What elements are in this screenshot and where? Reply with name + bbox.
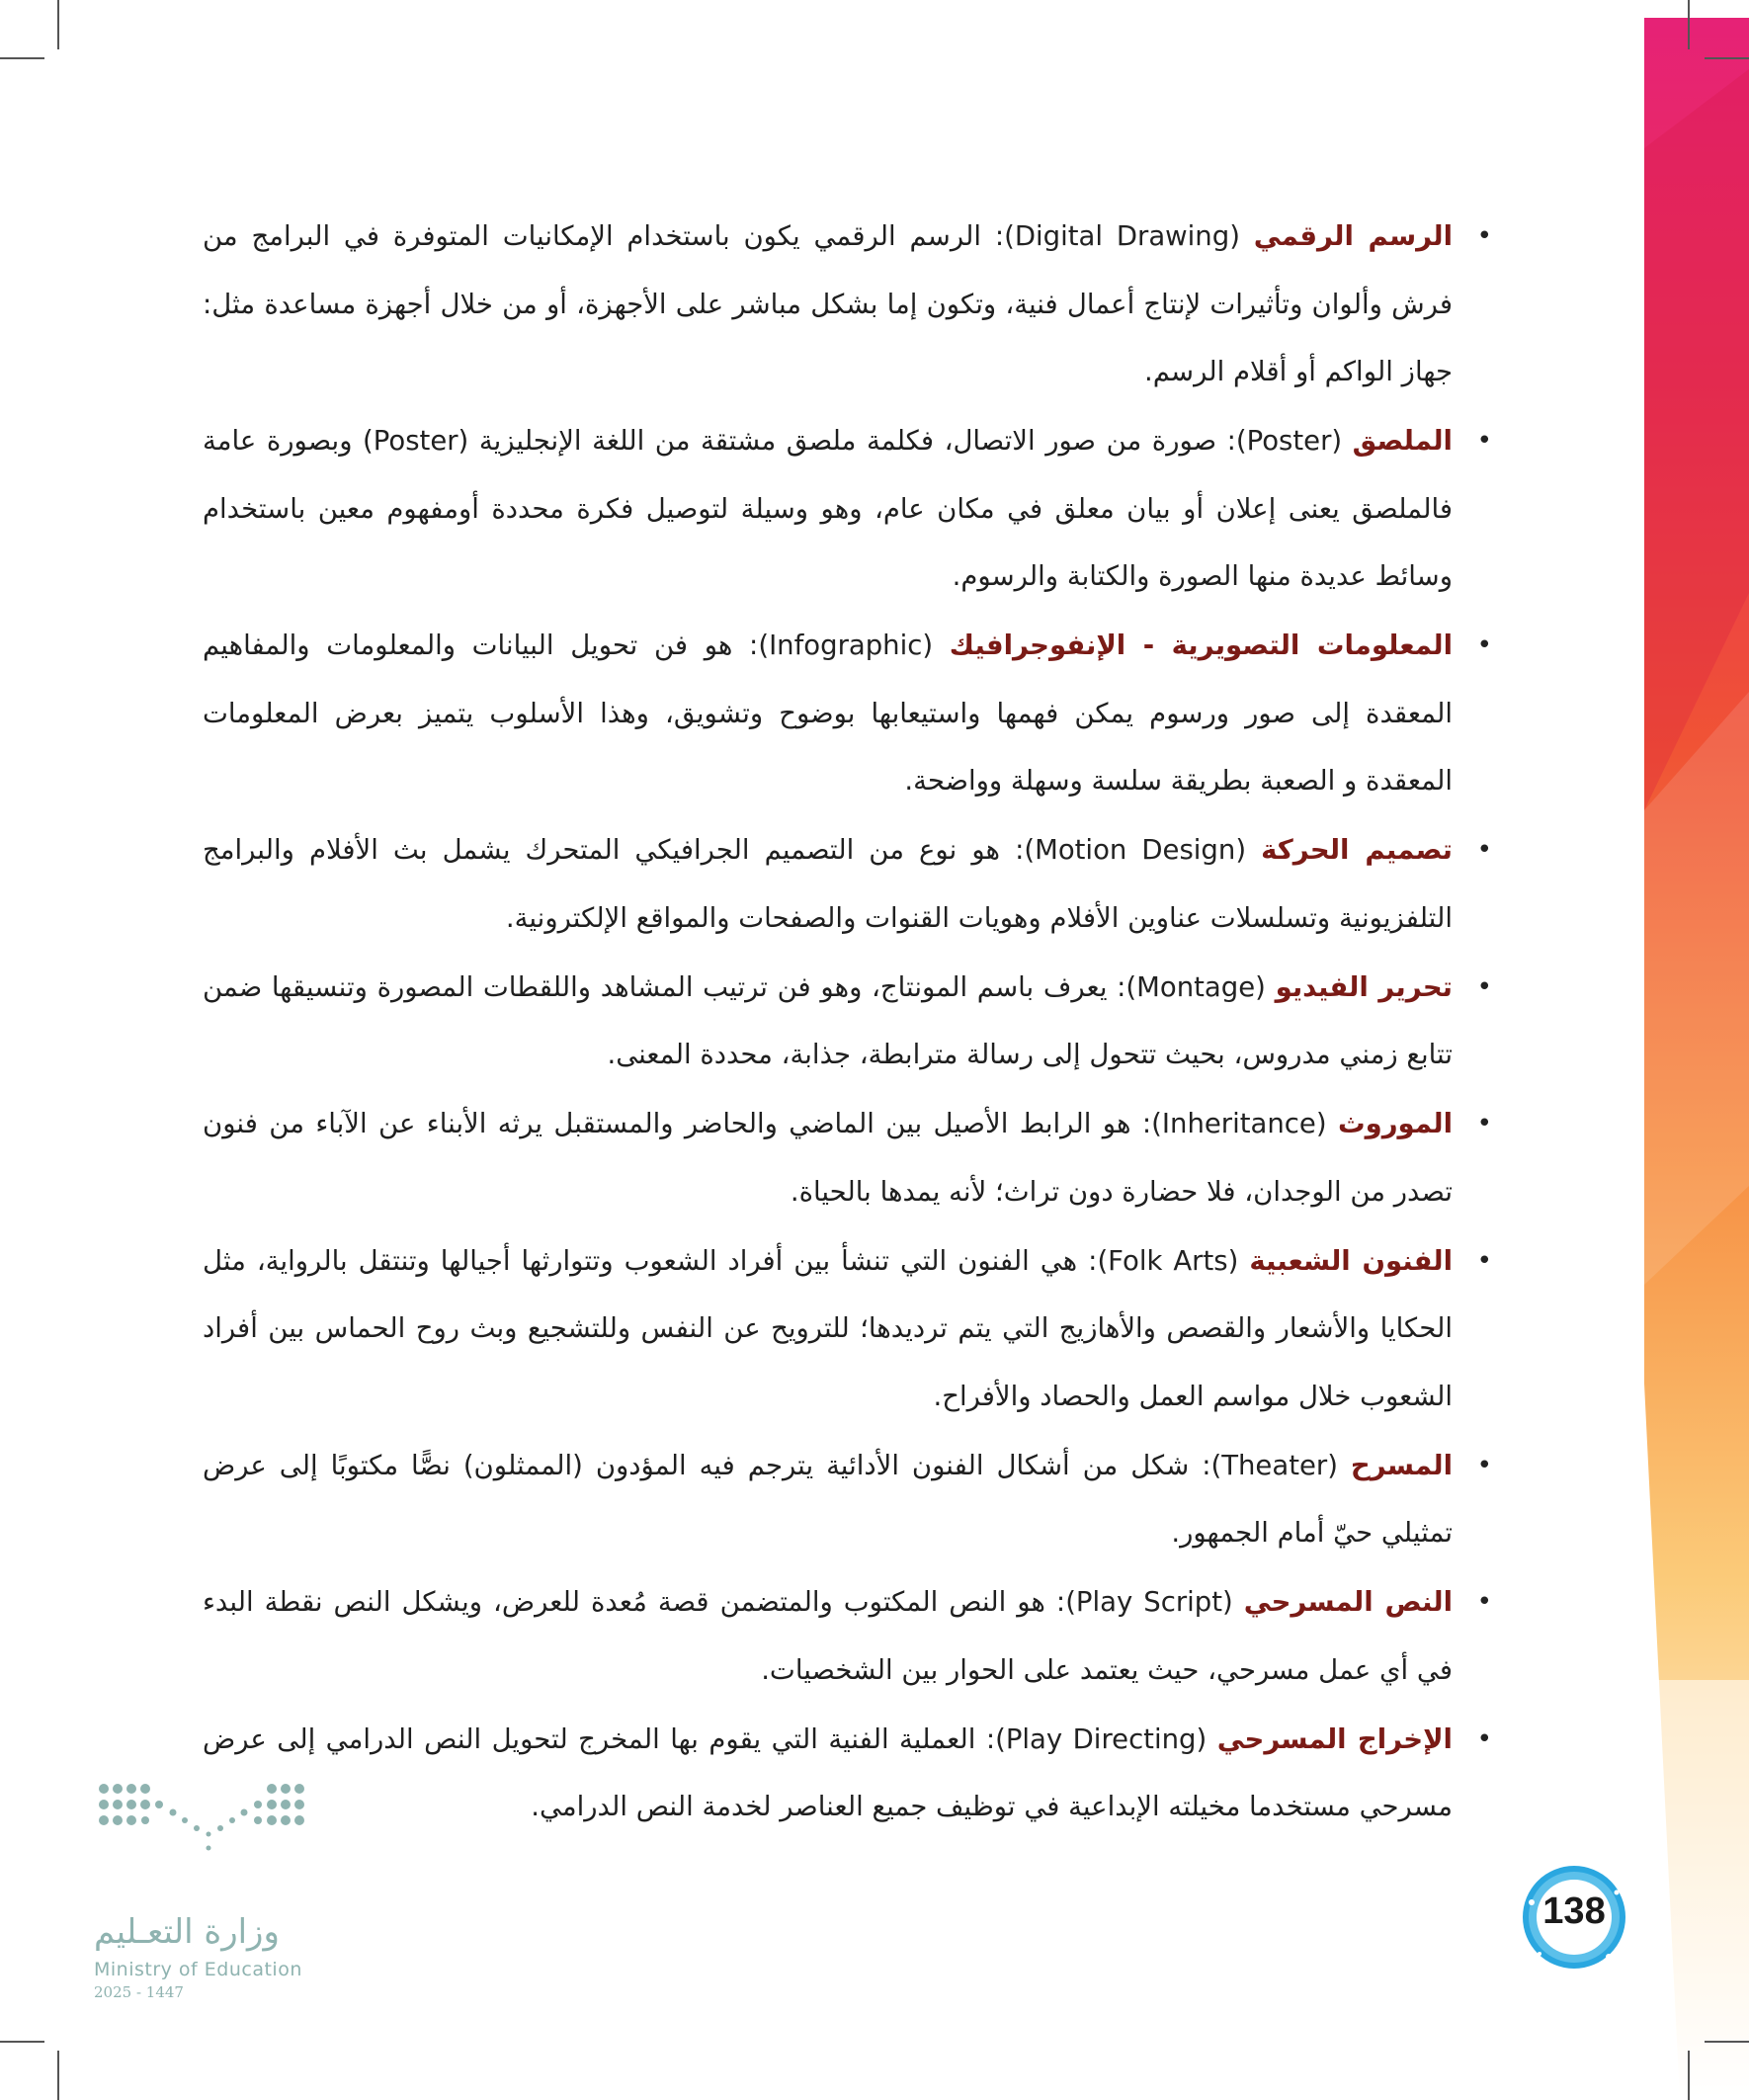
crop-mark — [57, 2051, 59, 2100]
crop-mark — [57, 0, 59, 49]
crop-mark — [1705, 57, 1749, 59]
glossary-entry: • الموروث (Inheritance): هو الرابط الأصيل بين الماضي والحاضر والمستقبل يرثه الأبناء عن الآباء من فنون تصدر من الوجدان، فلا حضارة دون تراث؛ لأنه يمدها بالحياة. — [203, 1090, 1492, 1225]
entry-english-term: (Digital Drawing) — [1004, 220, 1240, 252]
ministry-year: 2025 - 1447 — [94, 1983, 184, 2001]
crop-mark — [1705, 2041, 1749, 2043]
entry-term: الرسم الرقمي — [1253, 220, 1454, 252]
entry-english-term: (Poster) — [1235, 425, 1343, 457]
entry-term: تصميم الحركة — [1261, 834, 1453, 866]
glossary-entry: • الفنون الشعبية (Folk Arts): هي الفنون التي تنشأ بين أفراد الشعوب وتتوارثها أجيالها وتنتقل بالرواية، مثل الحكايا والأشعار والقصص والأهازيج التي يتم ترديدها؛ للترويح عن النفس وللتشجيع وبث روح الحماس بين أفراد الشعوب خلال مواسم العمل والحصاد والأفراح. — [203, 1227, 1492, 1431]
entry-definition: يعرف باسم المونتاج، وهو فن ترتيب المشاهد واللقطات المصورة وتنسيقها ضمن تتابع زمني مدروس، بحيث تتحول إلى رسالة مترابطة، جذابة، محددة المعنى. — [203, 970, 1453, 1070]
bullet-icon: • — [1476, 426, 1492, 456]
entry-english-term: (Play Directing) — [995, 1722, 1208, 1755]
crop-mark — [0, 57, 44, 59]
entry-definition: هي الفنون التي تنشأ بين أفراد الشعوب وتتوارثها أجيالها وتنتقل بالرواية، مثل الحكايا والأشعار والقصص والأهازيج التي يتم ترديدها؛ للترويح عن النفس وللتشجيع وبث روح الحماس بين أفراد الشعوب خلال مواسم العمل والحصاد والأفراح. — [203, 1244, 1453, 1412]
ministry-logo-dots-icon — [94, 1779, 311, 1897]
bullet-icon: • — [1476, 1109, 1492, 1138]
ministry-name-english: Ministry of Education — [94, 1959, 302, 1980]
crop-mark — [0, 2041, 44, 2043]
entry-term: المعلومات التصويرية - الإنفوجرافيك — [949, 630, 1453, 661]
entry-english-term: (Montage) — [1125, 970, 1266, 1003]
bullet-icon: • — [1476, 221, 1492, 251]
entry-english-term: (Inheritance) — [1151, 1108, 1327, 1139]
glossary-entry: • المسرح (Theater): شكل من أشكال الفنون الأدائية يترجم فيه المؤدون (الممثلون) نصًّا مكتوبًا إلى عرض تمثيلي حيّ أمام الجمهور. — [203, 1432, 1492, 1567]
entry-definition: هو فن تحويل البيانات والمعلومات والمفاهيم المعقدة إلى صور ورسوم يمكن فهمها واستيعابها بوضوح وتشويق، وهذا الأسلوب يتميز بعرض المعلومات المعقدة و الصعبة بطريقة سلسة وسهلة وواضحة. — [203, 630, 1453, 797]
glossary-entry: • المعلومات التصويرية - الإنفوجرافيك (Infographic): هو فن تحويل البيانات والمعلومات والمفاهيم المعقدة إلى صور ورسوم يمكن فهمها واستيعابها بوضوح وتشويق، وهذا الأسلوب يتميز بعرض المعلومات المعقدة و الصعبة بطريقة سلسة وسهلة وواضحة. — [203, 612, 1492, 815]
crop-mark — [1688, 2051, 1690, 2100]
entry-definition: صورة من صور الاتصال، فكلمة ملصق مشتقة من اللغة الإنجليزية (Poster) وبصورة عامة فالملصق يعنى إعلان أو بيان معلق في مكان عام، وهو وسيلة لتوصيل فكرة محددة أومفهوم معين باستخدام وسائط عديدة منها الصورة والكتابة والرسوم. — [203, 425, 1453, 592]
glossary-entry: • تصميم الحركة (Motion Design): هو نوع من التصميم الجرافيكي المتحرك يشمل بث الأفلام والبرامج التلفزيونية وتسلسلات عناوين الأفلام وهويات القنوات والصفحات والمواقع الإلكترونية. — [203, 816, 1492, 952]
ministry-name-arabic: وزارة التعـليم — [94, 1912, 280, 1952]
entry-definition: شكل من أشكال الفنون الأدائية يترجم فيه المؤدون (الممثلون) نصًّا مكتوبًا إلى عرض تمثيلي حيّ أمام الجمهور. — [203, 1449, 1453, 1549]
bullet-icon: • — [1476, 1245, 1492, 1276]
glossary-list — [203, 203, 1492, 1842]
glossary-entry: • تحرير الفيديو (Montage): يعرف باسم المونتاج، وهو فن ترتيب المشاهد واللقطات المصورة وتنسيقها ضمن تتابع زمني مدروس، بحيث تتحول إلى رسالة مترابطة، جذابة، محددة المعنى. — [203, 954, 1492, 1089]
entry-definition: العملية الفنية التي يقوم بها المخرج لتحويل النص الدرامي إلى عرض مسرحي مستخدما مخيلته الإبداعية في توظيف جميع العناصر لخدمة النص الدرامي. — [203, 1722, 1453, 1822]
entry-english-term: (Folk Arts) — [1097, 1244, 1239, 1277]
bullet-icon: • — [1476, 835, 1492, 865]
entry-english-term: (Play Script) — [1065, 1586, 1233, 1618]
bullet-icon: • — [1476, 1723, 1492, 1754]
entry-term: المسرح — [1350, 1449, 1453, 1481]
entry-english-term: (Theater) — [1210, 1449, 1338, 1481]
entry-definition: هو الرابط الأصيل بين الماضي والحاضر والمستقبل يرثه الأبناء عن الآباء من فنون تصدر من الوجدان، فلا حضارة دون تراث؛ لأنه يمدها بالحياة. — [203, 1108, 1453, 1208]
entry-term: الفنون الشعبية — [1249, 1244, 1453, 1277]
glossary-entry: • الرسم الرقمي (Digital Drawing): الرسم الرقمي يكون باستخدام الإمكانيات المتوفرة في البرامج من فرش وألوان وتأثيرات لإنتاج أعمال فنية، وتكون إما بشكل مباشر على الأجهزة، أو من خلال أجهزة مساعدة مثل: جهاز الواكم أو أقلام الرسم. — [203, 203, 1492, 406]
bullet-icon: • — [1476, 971, 1492, 1002]
glossary-entry: • الإخراج المسرحي (Play Directing): العملية الفنية التي يقوم بها المخرج لتحويل النص الدرامي إلى عرض مسرحي مستخدما مخيلته الإبداعية في توظيف جميع العناصر لخدمة النص الدرامي. — [203, 1706, 1492, 1841]
bullet-icon: • — [1476, 1587, 1492, 1617]
glossary-entry: • النص المسرحي (Play Script): هو النص المكتوب والمتضمن قصة مُعدة للعرض، ويشكل النص نقطة البدء في أي عمل مسرحي، حيث يعتمد على الحوار بين الشخصيات. — [203, 1568, 1492, 1704]
entry-english-term: (Infographic) — [758, 630, 934, 661]
crop-mark — [1688, 0, 1690, 49]
page-number: 138 — [1542, 1890, 1606, 1932]
entry-english-term: (Motion Design) — [1024, 834, 1247, 866]
entry-term: الملصق — [1352, 425, 1453, 457]
bullet-icon: • — [1476, 1450, 1492, 1480]
entry-term: تحرير الفيديو — [1275, 970, 1453, 1003]
entry-definition: الرسم الرقمي يكون باستخدام الإمكانيات المتوفرة في البرامج من فرش وألوان وتأثيرات لإنتاج أعمال فنية، وتكون إما بشكل مباشر على الأجهزة، أو من خلال أجهزة مساعدة مثل: جهاز الواكم أو أقلام الرسم. — [203, 220, 1453, 387]
entry-definition: هو نوع من التصميم الجرافيكي المتحرك يشمل بث الأفلام والبرامج التلفزيونية وتسلسلات عناوين الأفلام وهويات القنوات والصفحات والمواقع الإلكترونية. — [203, 834, 1453, 934]
entry-definition: هو النص المكتوب والمتضمن قصة مُعدة للعرض، ويشكل النص نقطة البدء في أي عمل مسرحي، حيث يعتمد على الحوار بين الشخصيات. — [203, 1586, 1453, 1686]
glossary-entry: • الملصق (Poster): صورة من صور الاتصال، فكلمة ملصق مشتقة من اللغة الإنجليزية (Poster) وبصورة عامة فالملصق يعنى إعلان أو بيان معلق في مكان عام، وهو وسيلة لتوصيل فكرة محددة أومفهوم معين باستخدام وسائط عديدة منها الصورة والكتابة والرسوم. — [203, 407, 1492, 611]
entry-term: النص المسرحي — [1243, 1586, 1454, 1618]
entry-term: الموروث — [1338, 1108, 1453, 1139]
bullet-icon: • — [1476, 630, 1492, 660]
entry-term: الإخراج المسرحي — [1216, 1722, 1453, 1755]
